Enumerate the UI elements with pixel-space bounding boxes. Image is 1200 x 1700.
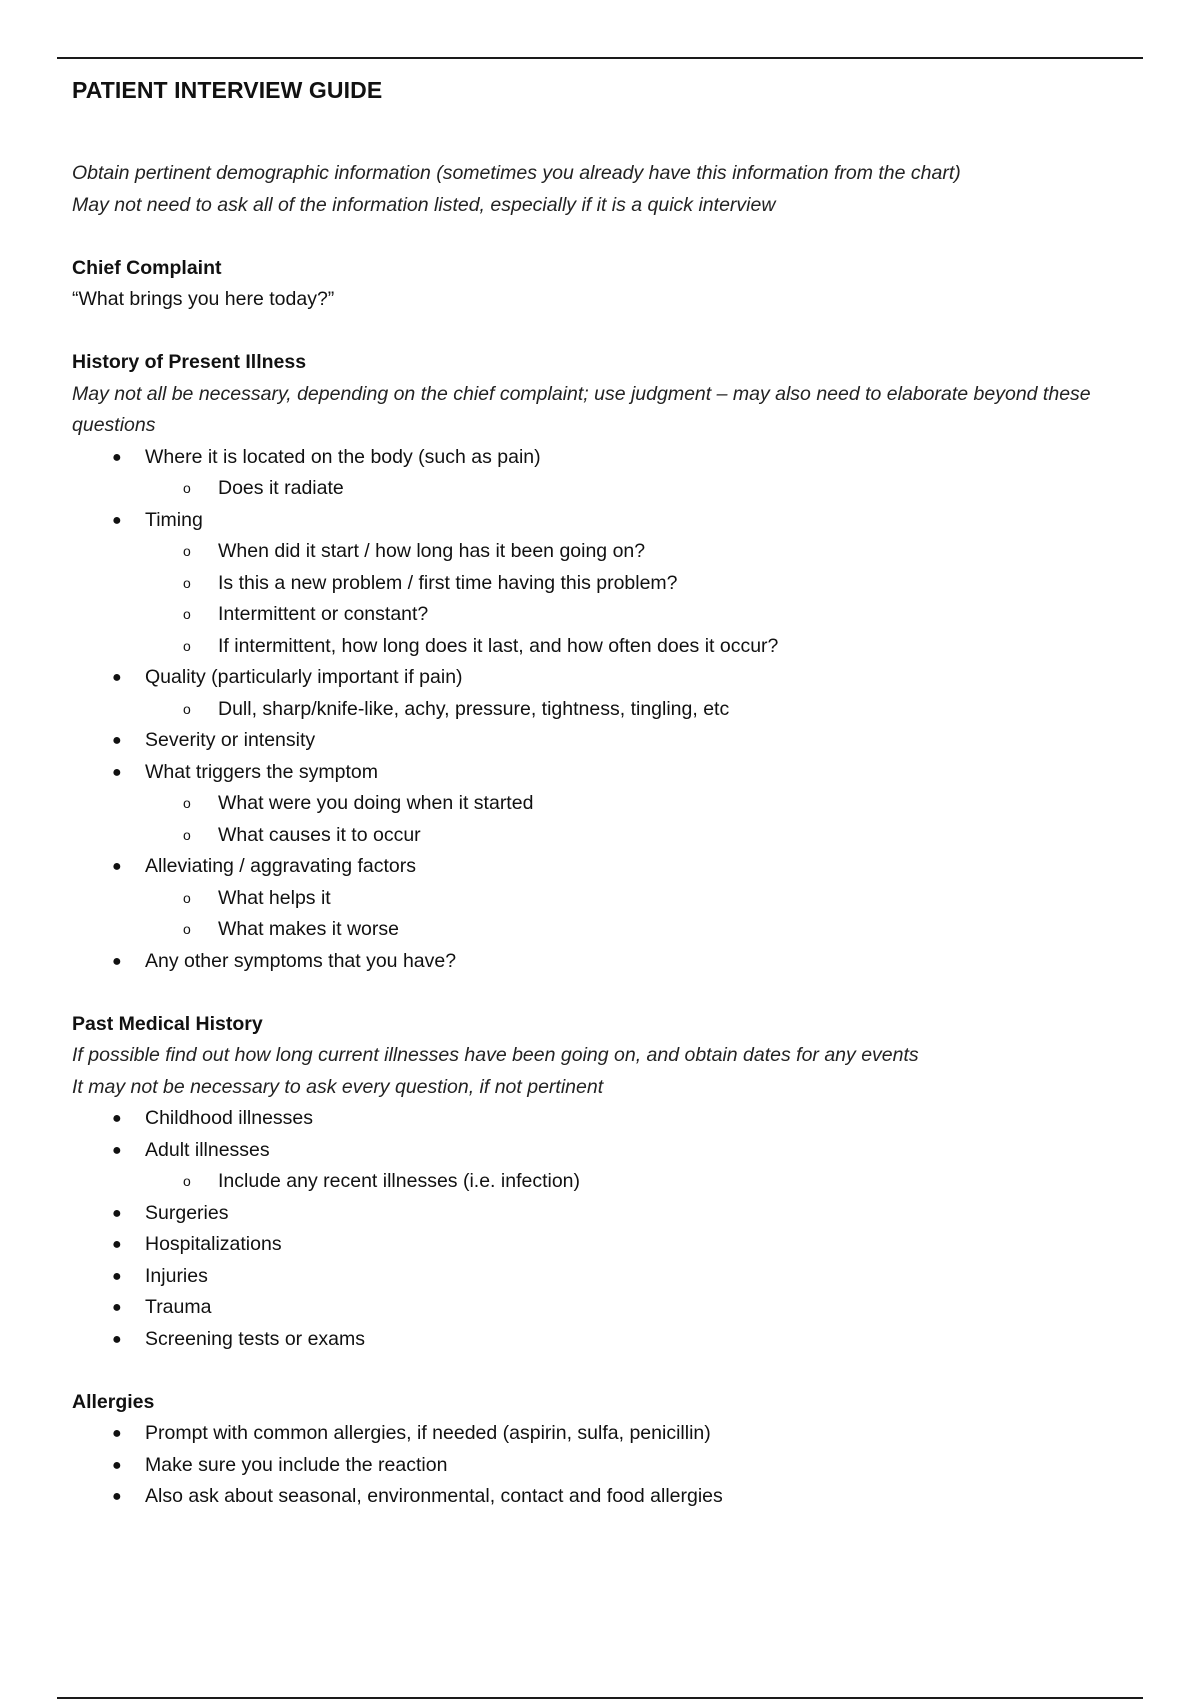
sub-list-item-label: What makes it worse [218, 918, 399, 940]
hollow-bullet-icon: o [183, 921, 191, 937]
hpi-note: May not all be necessary, depending on the chief complaint; use judgment – may also need to elaborate beyond these questions [72, 382, 1091, 436]
sub-list-item [145, 1166, 1142, 1198]
list-item [72, 1103, 1142, 1135]
bullet-icon: ● [112, 1330, 122, 1348]
document-page [72, 70, 1142, 1513]
allergies-section [72, 1387, 1142, 1513]
list-item-label: Injuries [145, 1264, 208, 1287]
pmh-note-2: It may not be necessary to ask every question, if not pertinent [72, 1075, 604, 1098]
chief-complaint-quote: “What brings you here today?” [72, 288, 335, 310]
past-medical-history-section [72, 1009, 1142, 1356]
list-item-label: Prompt with common allergies, if needed (aspirin, sulfa, penicillin) [145, 1422, 711, 1444]
sub-list [145, 694, 1142, 726]
sub-list-item-label: Is this a new problem / first time having this problem? [218, 571, 678, 594]
spacer [72, 1355, 1142, 1387]
list-item-label: Screening tests or exams [145, 1327, 366, 1350]
sub-list-item-label: Dull, sharp/knife-like, achy, pressure, tightness, tingling, etc [218, 697, 730, 720]
hollow-bullet-icon: o [183, 889, 191, 906]
sub-list-item [145, 914, 1142, 946]
hollow-bullet-icon: o [183, 700, 191, 717]
hollow-bullet-icon: o [183, 795, 191, 811]
bullet-icon: ● [112, 1425, 122, 1442]
list-item-label: Surgeries [145, 1201, 229, 1224]
sub-list-item [145, 883, 1142, 915]
sub-list [145, 883, 1142, 946]
list-item-label: Any other symptoms that you have? [145, 949, 457, 972]
list-item [72, 442, 1142, 505]
list-item [72, 1198, 1142, 1230]
intro-line-1: Obtain pertinent demographic information (sometimes you already have this information from the chart) [72, 162, 961, 184]
list-item-label: Severity or intensity [145, 729, 316, 751]
hollow-bullet-icon: o [183, 606, 191, 622]
spacer [72, 221, 1142, 253]
sub-list-item-label: If intermittent, how long does it last, and how often does it occur? [218, 634, 779, 657]
hollow-bullet-icon: o [183, 826, 191, 843]
bottom-rule [57, 1697, 1143, 1699]
sub-list-item [145, 599, 1142, 631]
hollow-bullet-icon: o [183, 480, 191, 496]
sub-list [145, 536, 1142, 662]
sub-list [145, 473, 1142, 505]
sub-list-item-label: Intermittent or constant? [218, 603, 429, 625]
list-item [72, 662, 1142, 725]
sub-list-item [145, 820, 1142, 852]
list-item-label: Trauma [145, 1296, 212, 1318]
allergies-list [72, 1418, 1142, 1513]
sub-list-item-label: What were you doing when it started [218, 792, 534, 814]
section-heading: Past Medical History [72, 1012, 263, 1035]
bullet-icon: ● [112, 1267, 122, 1285]
list-item-label: Childhood illnesses [145, 1107, 314, 1129]
bullet-icon: ● [112, 732, 122, 749]
sub-list [145, 1166, 1142, 1198]
list-item [72, 757, 1142, 852]
list-item-label: Adult illnesses [145, 1138, 270, 1161]
bullet-icon: ● [112, 1204, 122, 1222]
list-item [72, 946, 1142, 978]
sub-list-item [145, 694, 1142, 726]
sub-list-item-label: When did it start / how long has it been going on? [218, 540, 646, 562]
chief-complaint-section [72, 253, 1142, 316]
list-item-label: Make sure you include the reaction [145, 1453, 448, 1476]
bullet-icon: ● [112, 1488, 122, 1505]
spacer [72, 316, 1142, 348]
bullet-icon: ● [112, 511, 122, 529]
hollow-bullet-icon: o [183, 637, 191, 654]
intro-line-2: May not need to ask all of the information listed, especially if it is a quick interview [72, 193, 776, 216]
list-item-label: Also ask about seasonal, environmental, contact and food allergies [145, 1485, 723, 1507]
spacer [72, 977, 1142, 1009]
sub-list-item-label: Does it radiate [218, 477, 344, 499]
bullet-icon: ● [112, 763, 122, 781]
section-heading: Allergies [72, 1390, 155, 1413]
section-heading: Chief Complaint [72, 256, 222, 279]
list-item [72, 851, 1142, 946]
list-item-label: Timing [145, 508, 203, 531]
list-item [72, 725, 1142, 757]
list-item [72, 1481, 1142, 1513]
bullet-icon: ● [112, 1236, 122, 1253]
list-item-label: Hospitalizations [145, 1233, 282, 1255]
sub-list-item [145, 536, 1142, 568]
list-item [72, 1324, 1142, 1356]
document-title: PATIENT INTERVIEW GUIDE [72, 77, 383, 103]
hollow-bullet-icon: o [183, 543, 191, 559]
pmh-note-1: If possible find out how long current illnesses have been going on, and obtain dates for any events [72, 1044, 919, 1066]
bullet-icon: ● [112, 1299, 122, 1316]
list-item [72, 1450, 1142, 1482]
list-item-label: Where it is located on the body (such as pain) [145, 445, 541, 468]
bullet-icon: ● [112, 669, 122, 686]
list-item [72, 505, 1142, 663]
sub-list-item [145, 473, 1142, 505]
sub-list-item-label: What causes it to occur [218, 823, 421, 846]
hpi-list [72, 442, 1142, 978]
list-item [72, 1261, 1142, 1293]
hollow-bullet-icon: o [183, 1173, 191, 1189]
list-item [72, 1292, 1142, 1324]
list-item-label: Alleviating / aggravating factors [145, 855, 416, 877]
list-item [72, 1418, 1142, 1450]
sub-list [145, 788, 1142, 851]
bullet-icon: ● [112, 448, 122, 466]
top-rule [57, 57, 1143, 59]
list-item-label: Quality (particularly important if pain) [145, 666, 463, 688]
bullet-icon: ● [112, 1141, 122, 1159]
bullet-icon: ● [112, 952, 122, 970]
sub-list-item [145, 568, 1142, 600]
section-heading: History of Present Illness [72, 351, 307, 373]
sub-list-item [145, 788, 1142, 820]
hpi-section [72, 347, 1142, 977]
list-item [72, 1135, 1142, 1198]
list-item [72, 1229, 1142, 1261]
sub-list-item-label: What helps it [218, 886, 331, 909]
bullet-icon: ● [112, 1110, 122, 1127]
list-item-label: What triggers the symptom [145, 760, 378, 783]
hollow-bullet-icon: o [183, 574, 191, 591]
pmh-list [72, 1103, 1142, 1355]
sub-list-item [145, 631, 1142, 663]
bullet-icon: ● [112, 858, 122, 875]
bullet-icon: ● [112, 1456, 122, 1474]
sub-list-item-label: Include any recent illnesses (i.e. infection) [218, 1170, 581, 1192]
